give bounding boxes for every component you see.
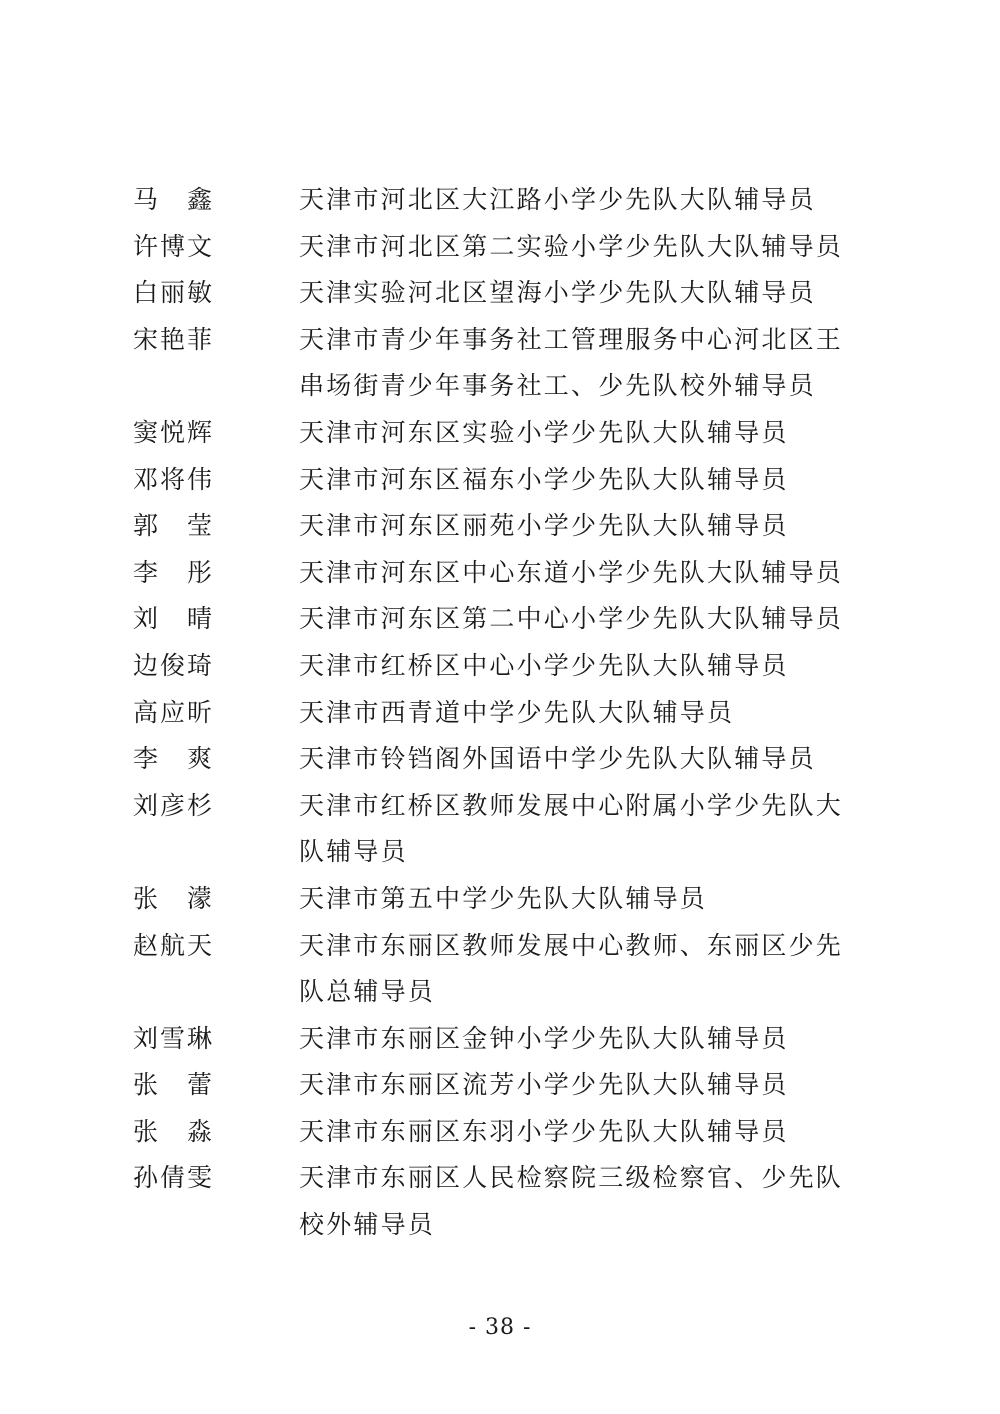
person-name: 刘 晴 [133,604,215,634]
list-item [133,876,873,923]
list-item [133,457,873,504]
person-name: 刘雪琳 [133,1023,215,1053]
list-item [133,643,873,690]
list-item [133,270,873,317]
person-name: 张 蕾 [133,1070,215,1100]
list-item [133,596,873,643]
person-name: 赵航天 [133,930,215,960]
list-item [133,1109,873,1156]
person-position: 天津实验河北区望海小学少先队大队辅导员 [299,278,816,308]
honoree-list [133,177,873,1249]
person-position: 天津市东丽区东羽小学少先队大队辅导员 [299,1116,789,1146]
person-name: 李 彤 [133,557,215,587]
page-number: - 38 - [468,1315,532,1340]
person-position: 天津市河东区丽苑小学少先队大队辅导员 [299,511,789,541]
person-name: 郭 莹 [133,511,215,541]
person-name: 邓将伟 [133,464,215,494]
person-position: 天津市河东区实验小学少先队大队辅导员 [299,417,789,447]
list-item [133,736,873,783]
list-item [133,1155,873,1248]
person-name: 宋艳菲 [133,324,215,354]
person-position: 天津市青少年事务社工管理服务中心河北区王串场街青少年事务社工、少先队校外辅导员 [299,324,844,401]
person-name: 高应昕 [133,697,215,727]
person-name: 孙倩雯 [133,1163,215,1193]
person-name: 刘彦杉 [133,790,215,820]
person-position: 天津市铃铛阁外国语中学少先队大队辅导员 [299,744,816,774]
list-item [133,1062,873,1109]
list-item [133,1016,873,1063]
person-position: 天津市河东区第二中心小学少先队大队辅导员 [299,604,844,634]
list-item [133,550,873,597]
person-position: 天津市东丽区流芳小学少先队大队辅导员 [299,1070,789,1100]
person-name: 马 鑫 [133,185,215,214]
person-position: 天津市红桥区教师发展中心附属小学少先队大队辅导员 [299,790,844,867]
person-name: 张 濛 [133,883,215,913]
person-name: 边俊琦 [133,650,215,680]
person-position: 天津市东丽区人民检察院三级检察官、少先队校外辅导员 [299,1163,844,1240]
person-position: 天津市红桥区中心小学少先队大队辅导员 [299,650,789,680]
list-item [133,410,873,457]
list-item [133,177,873,224]
person-position: 天津市河东区中心东道小学少先队大队辅导员 [299,557,844,587]
person-position: 天津市西青道中学少先队大队辅导员 [299,697,735,727]
list-item [133,690,873,737]
person-name: 窦悦辉 [133,417,215,447]
list-item [133,503,873,550]
person-name: 张 淼 [133,1116,215,1146]
person-position: 天津市河北区大江路小学少先队大队辅导员 [299,185,816,214]
person-position: 天津市东丽区教师发展中心教师、东丽区少先队总辅导员 [299,930,844,1007]
person-name: 许博文 [133,231,215,261]
person-name: 李 爽 [133,744,215,774]
person-position: 天津市河北区第二实验小学少先队大队辅导员 [299,231,844,261]
person-position: 天津市第五中学少先队大队辅导员 [299,883,708,913]
list-item [133,783,873,876]
list-item [133,317,873,410]
person-position: 天津市河东区福东小学少先队大队辅导员 [299,464,789,494]
person-name: 白丽敏 [133,278,215,308]
list-item [133,923,873,1016]
person-position: 天津市东丽区金钟小学少先队大队辅导员 [299,1023,789,1053]
list-item [133,224,873,271]
